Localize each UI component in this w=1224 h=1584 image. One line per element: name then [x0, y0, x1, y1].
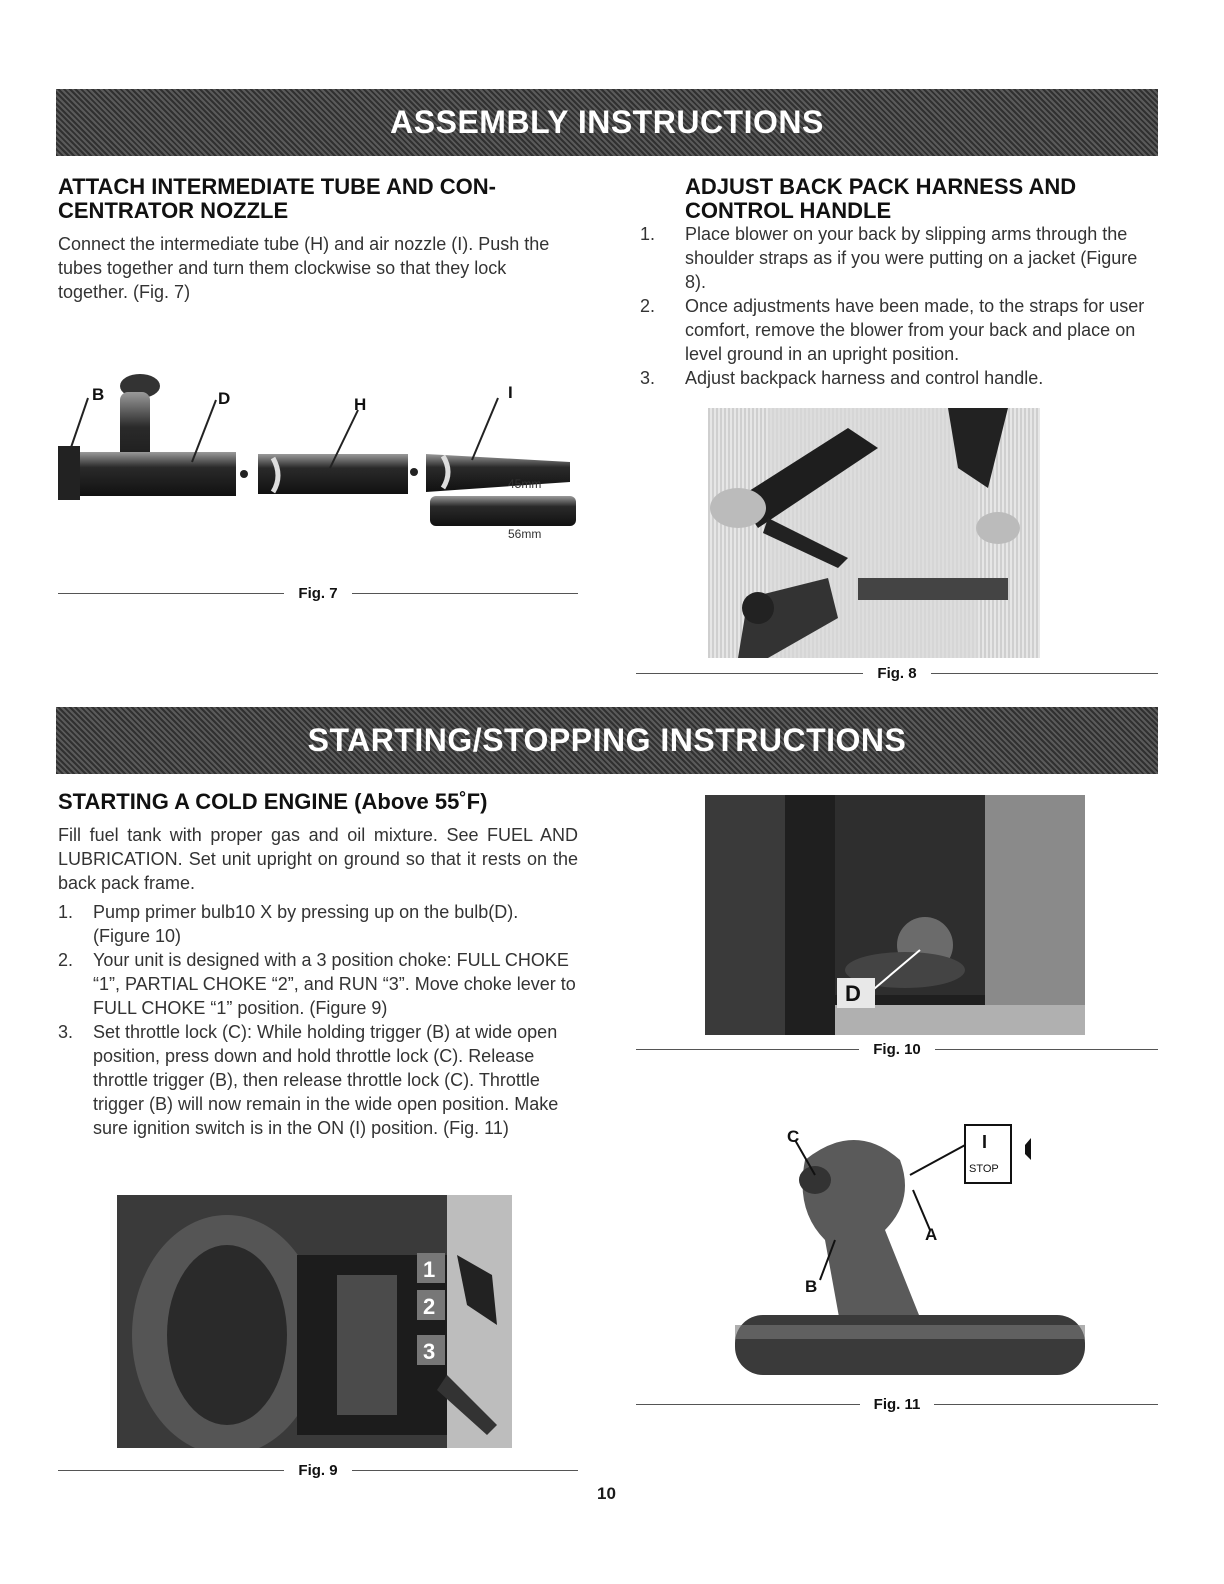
fig7-label-i: I — [508, 383, 513, 402]
attach-tube-heading: ATTACH INTERMEDIATE TUBE AND CON- CENTRATOR NOZZLE — [58, 174, 496, 223]
attach-tube-text: Connect the intermediate tube (H) and air nozzle (I). Push the tubes together and turn them clockwise so that they lock together. (Fig. 7) — [58, 234, 550, 302]
figure-8-caption-text: Fig. 8 — [877, 665, 917, 682]
starting-banner — [56, 707, 1158, 774]
cold-engine-steps — [58, 900, 578, 1140]
fig11-switch-on: I — [982, 1132, 988, 1152]
figure-8-caption — [636, 665, 1158, 682]
starting-banner-title: STARTING/STOPPING INSTRUCTIONS — [307, 722, 907, 758]
harness-step: 1. Place blower on your back by slipping arms through the shoulder straps as if you were putting on a jacket (Figure 8). — [640, 224, 1138, 292]
figure-7-caption-text: Fig. 7 — [298, 585, 338, 602]
cold-engine-step: 1. Pump primer bulb10 X by pressing up on the bulb(D). (Figure 10) — [58, 902, 519, 946]
figure-11-photo — [735, 1120, 1090, 1385]
figure-9-photo — [117, 1195, 512, 1448]
fig7-label-b: B — [92, 385, 105, 404]
fig7-size-45: 45mm — [508, 477, 542, 491]
fig11-switch-stop: STOP — [969, 1163, 999, 1175]
figure-10-photo — [705, 795, 1085, 1035]
figure-11-caption-text: Fig. 11 — [873, 1396, 921, 1413]
figure-8-photo — [708, 408, 1040, 658]
fig11-label-b: B — [805, 1277, 818, 1296]
harness-steps — [640, 222, 1160, 390]
cold-engine-intro: Fill fuel tank with proper gas and oil mixture. See FUEL AND LUBRICATION. Set unit upright on ground so that it rests on the back pack frame. — [58, 825, 578, 893]
fig7-label-h: H — [354, 395, 367, 414]
fig9-mark-1: 1 — [423, 1257, 436, 1282]
figure-7-illustration — [58, 370, 588, 555]
cold-engine-step: 3. Set throttle lock (C): While holding trigger (B) at wide open position, press down and hold throttle lock (C). Release throttle trigger (B), then release throttle lock (C). Throttle trigger (B) will now remain in the wide open position. Make sure ignition switch is in the ON (I) position. (Fig. 11) — [58, 1022, 559, 1138]
cold-engine-heading: STARTING A COLD ENGINE (Above 55˚F) — [58, 789, 488, 814]
page-number: 10 — [597, 1484, 616, 1503]
fig11-label-a: A — [925, 1225, 938, 1244]
cold-engine-step: 2. Your unit is designed with a 3 position choke: FULL CHOKE “1”, PARTIAL CHOKE “2”, and RUN “3”. Move choke lever to FULL CHOKE “1” position. (Figure 9) — [58, 950, 576, 1018]
harness-step: 2. Once adjustments have been made, to the straps for user comfort, remove the blower from your back and place on level ground in an upright position. — [640, 296, 1145, 364]
fig9-mark-2: 2 — [423, 1294, 436, 1319]
figure-9-caption-text: Fig. 9 — [298, 1462, 338, 1479]
fig11-label-c: C — [787, 1127, 800, 1146]
figure-7-caption — [58, 585, 578, 602]
assembly-banner — [56, 89, 1158, 156]
figure-9-caption — [58, 1462, 578, 1479]
fig10-label-d: D — [845, 981, 861, 1006]
harness-step: 3. Adjust backpack harness and control handle. — [640, 368, 1044, 388]
fig9-mark-3: 3 — [423, 1339, 436, 1364]
fig7-size-56: 56mm — [508, 527, 542, 541]
figure-11-caption — [636, 1396, 1158, 1413]
figure-10-caption — [636, 1041, 1158, 1058]
assembly-banner-title: ASSEMBLY INSTRUCTIONS — [390, 104, 824, 140]
fig7-label-d: D — [218, 389, 231, 408]
figure-10-caption-text: Fig. 10 — [873, 1041, 921, 1058]
harness-heading: ADJUST BACK PACK HARNESS AND CONTROL HANDLE — [685, 174, 1077, 223]
